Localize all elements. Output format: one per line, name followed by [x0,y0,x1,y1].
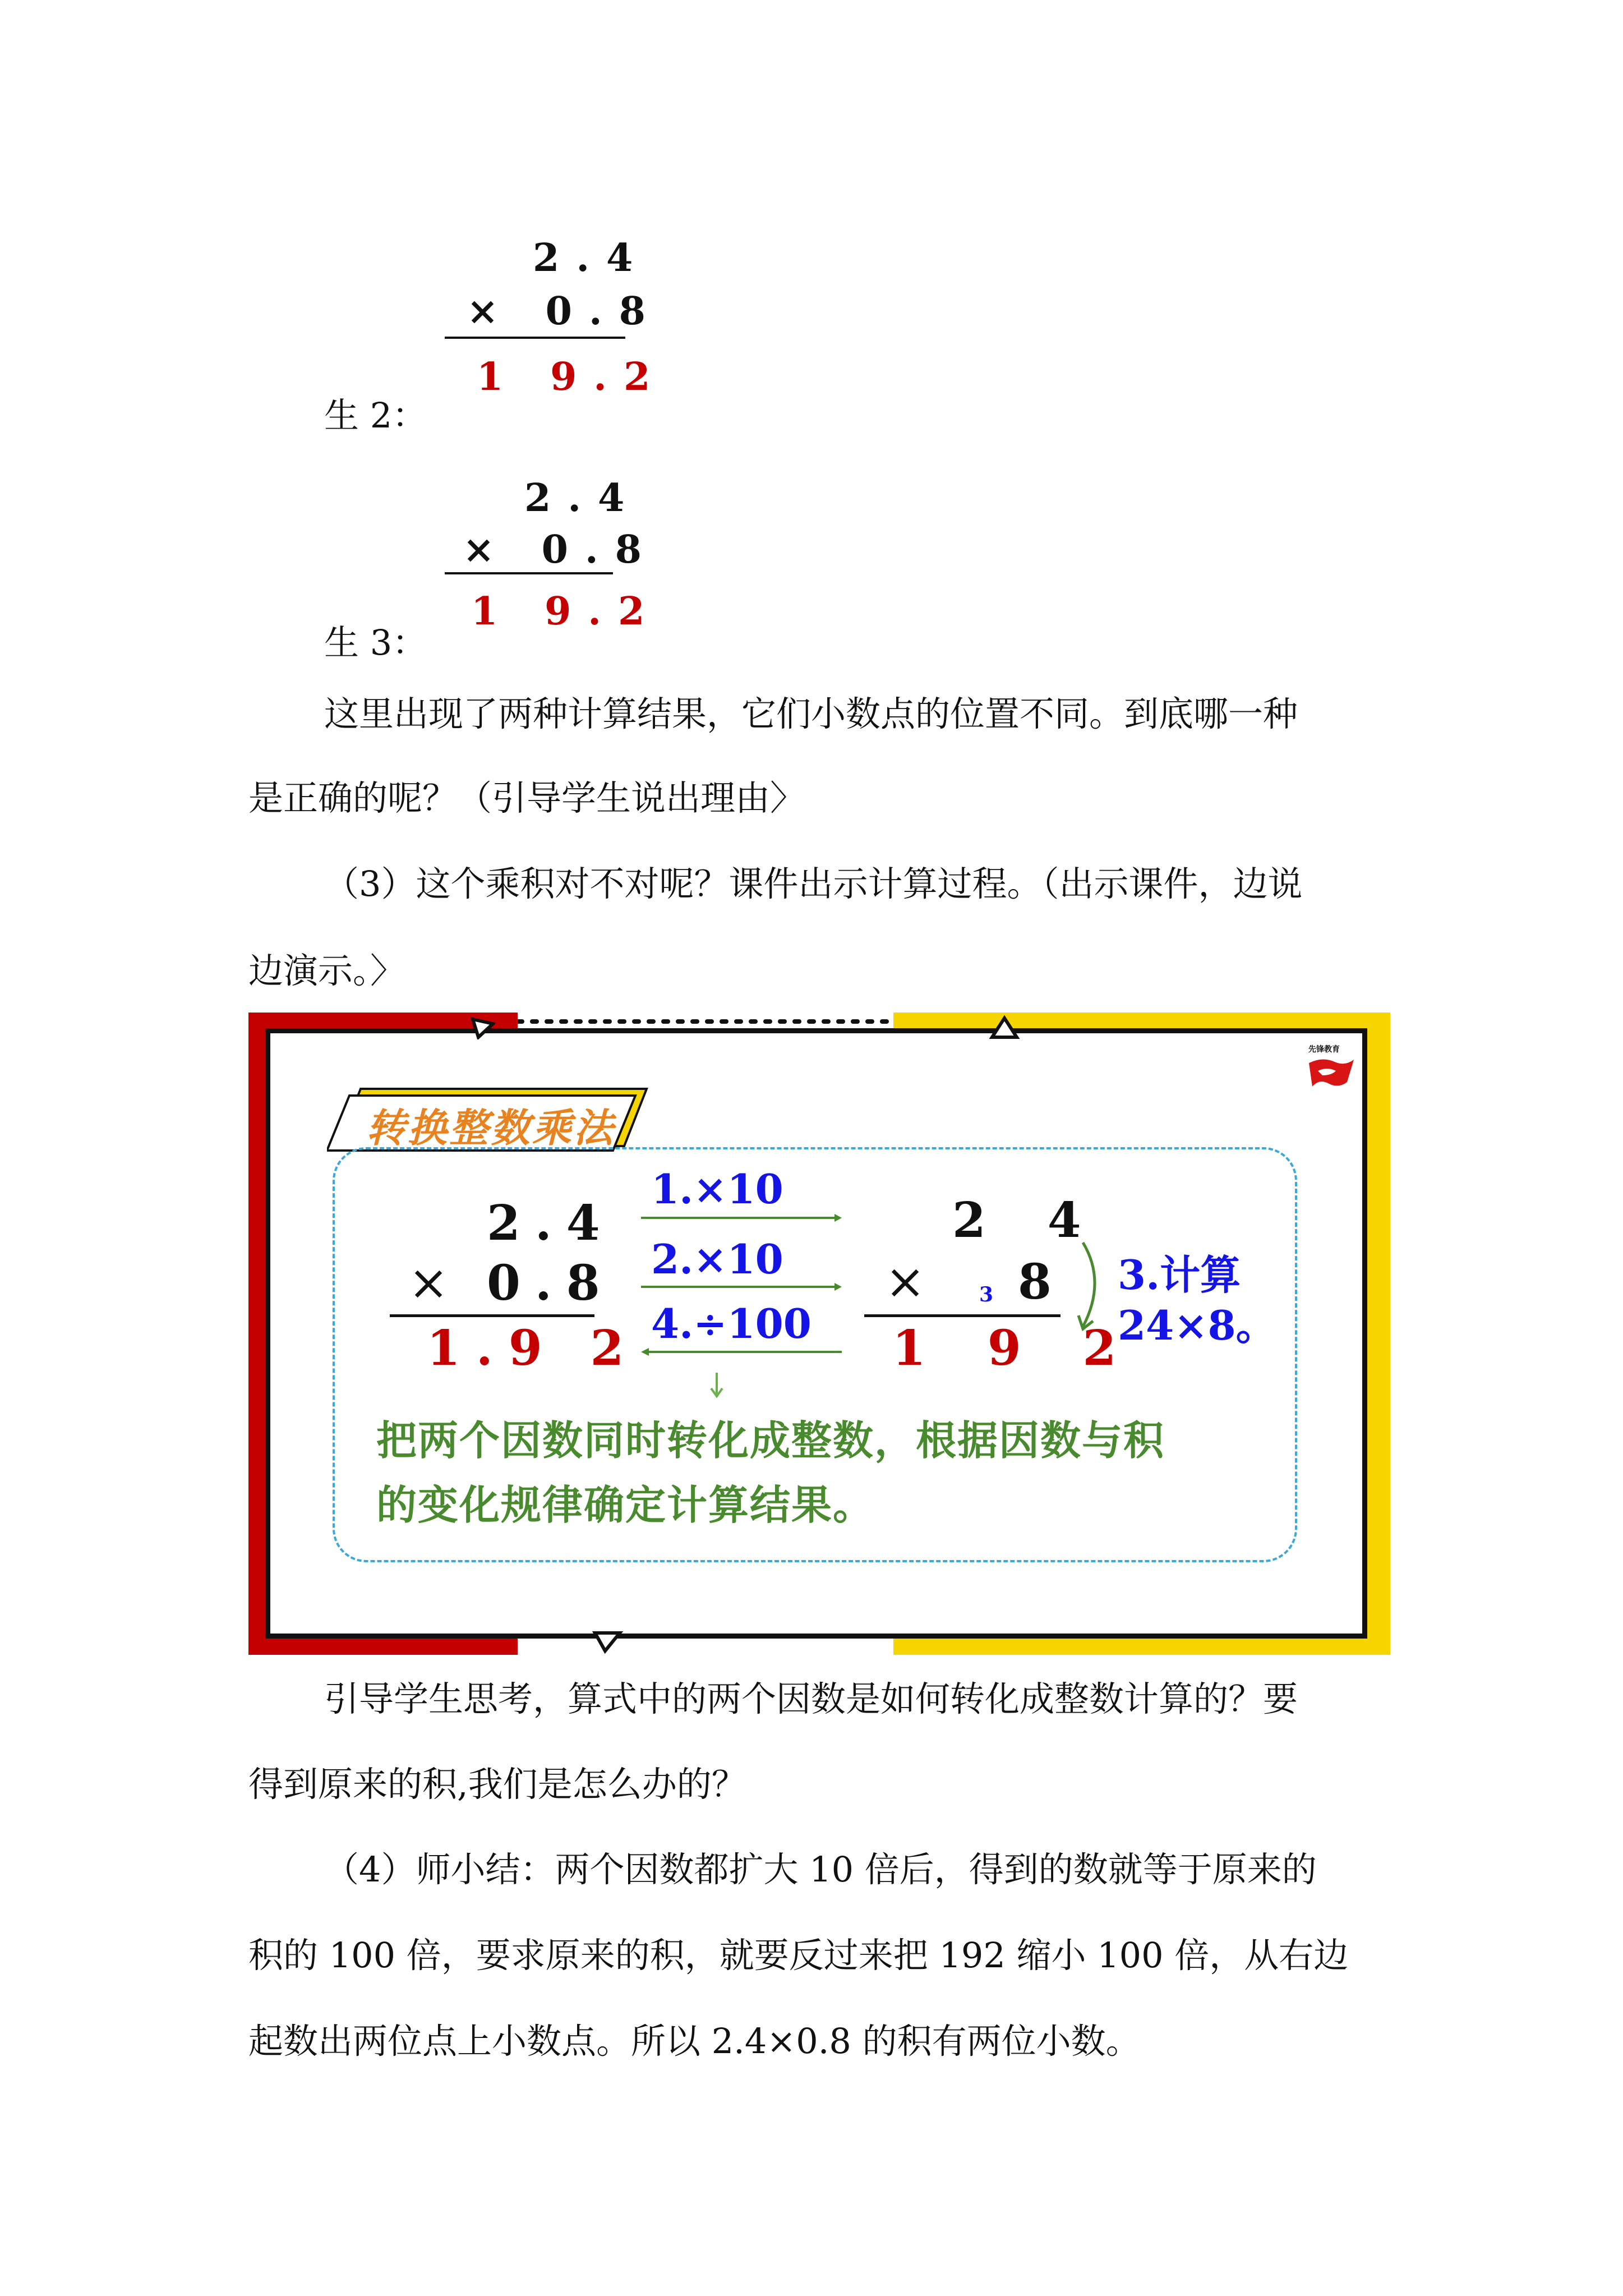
student3-label: 生 3： [324,622,427,663]
flag-logo-icon [1306,1055,1356,1094]
paragraph-3-line-1: 引导学生思考，算式中的两个因数是如何转化成整数计算的？要 [324,1678,1298,1719]
calc1-result: 1 9.2 [477,355,667,399]
calc2-multiplicand: 2.4 [524,476,642,521]
paragraph-2-line-2: 边演示。〉 [248,950,405,991]
conclusion-line-2: 的变化规律确定计算结果。 [376,1481,875,1529]
left-calc-rule [390,1314,594,1317]
calc2-multiplier: × 0.8 [463,527,658,572]
logo-text: 先锋教育 [1308,1045,1340,1054]
calc1-rule [445,337,625,339]
right-calc-rule [864,1314,1061,1317]
left-multiply-sign: × [408,1255,464,1311]
paragraph-1-line-1: 这里出现了两种计算结果，它们小数点的位置不同。到底哪一种 [324,693,1298,734]
paragraph-4-line-2: 积的 100 倍，要求原来的积，就要反过来把 192 缩小 100 倍，从右边 [248,1935,1349,1976]
slide-title: 转换整数乘法 [366,1105,615,1151]
right-multiply-sign: × [885,1254,940,1310]
calc2-result: 1 9.2 [471,589,662,634]
paragraph-1-line-2: 是正确的呢？（引导学生说出理由〉 [248,777,805,818]
carry-digit: 3 [979,1283,994,1306]
left-multiplier: 0.8 [487,1255,615,1312]
op-multiply-10-second: 2.×10 [651,1235,783,1283]
conclusion-line-1: 把两个因数同时转化成整数，根据因数与积 [376,1416,1165,1464]
paragraph-2-line-1: （3）这个乘积对不对呢？课件出示计算过程。（出示课件，边说 [324,863,1303,904]
calc2-rule [445,572,613,574]
paragraph-3-line-2: 得到原来的积,我们是怎么办的？ [248,1764,746,1805]
courseware-slide [248,1013,1390,1655]
op-divide-100: 4.÷100 [651,1300,811,1347]
calc1-multiplier: × 0.8 [467,289,662,334]
paragraph-4-line-1: （4）师小结：两个因数都扩大 10 倍后，得到的数就等于原来的 [324,1849,1317,1890]
left-multiplicand: 2.4 [487,1195,615,1251]
right-multiplicand: 2 4 [952,1192,1104,1249]
arrow-right-icon-1 [641,1212,843,1224]
arrow-left-icon [641,1346,843,1358]
right-multiplier: 8 [1018,1254,1066,1310]
triangle-icon-top-right [989,1015,1020,1041]
dotted-decoration [518,1016,893,1027]
arrow-right-icon-2 [641,1281,843,1293]
triangle-icon-bottom [592,1630,623,1654]
triangle-icon-top-left [471,1017,495,1039]
student2-label: 生 2： [324,395,427,436]
arrow-down-icon [708,1372,725,1400]
calc1-multiplicand: 2.4 [533,236,650,280]
op-multiply-10-first: 1.×10 [651,1165,783,1213]
curved-arrow-icon [1073,1237,1106,1338]
right-result: 1 9 2 [892,1320,1139,1377]
step3-line-2: 24×8。 [1118,1301,1276,1349]
left-result: 1.9 2 [427,1320,640,1377]
paragraph-4-line-3: 起数出两位点上小数点。所以 2.4×0.8 的积有两位小数。 [248,2021,1141,2062]
step3-line-1: 3.计算 [1118,1251,1241,1299]
